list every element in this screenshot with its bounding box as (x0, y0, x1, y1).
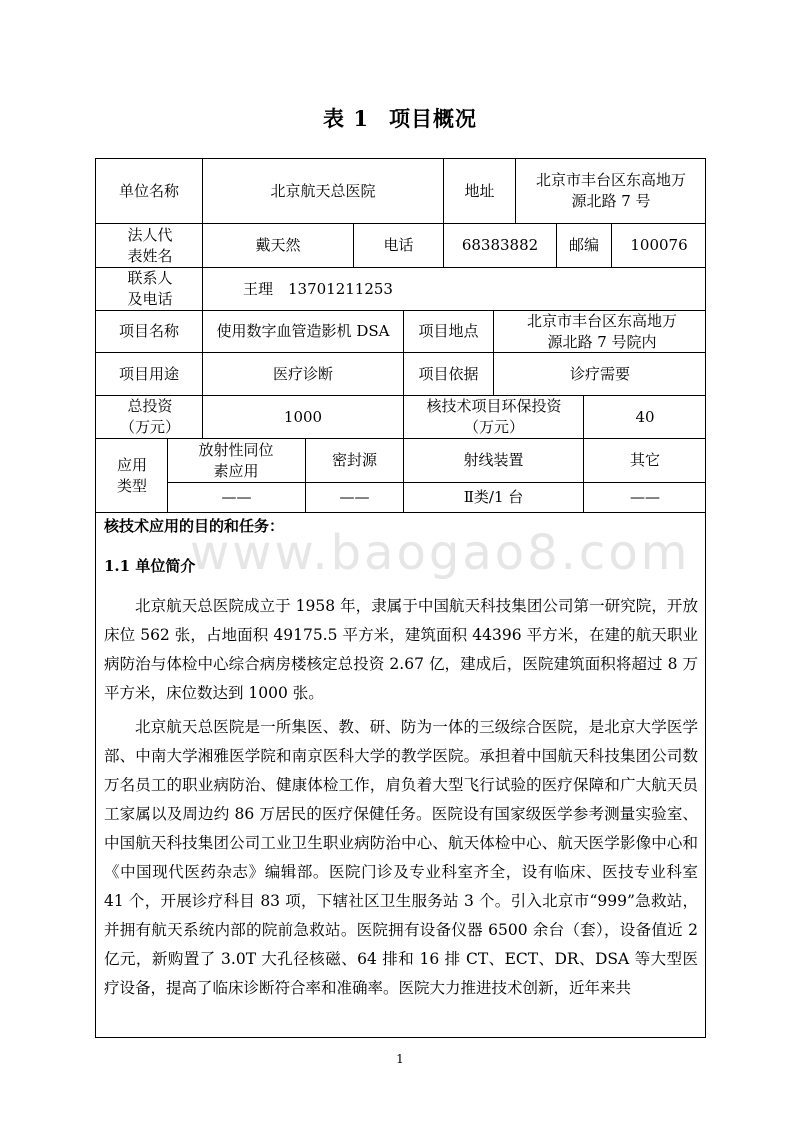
section-heading: 核技术应用的目的和任务： (104, 517, 285, 535)
unit-name-label: 单位名称 (118, 181, 179, 200)
total-investment-label: 总投资（万元） (119, 397, 180, 436)
application-value-isotope: —— (221, 488, 252, 506)
env-investment-label: 核技术项目环保投资（万元） (426, 397, 562, 436)
contact-label: 联系人及电话 (127, 269, 173, 308)
project-basis-value: 诊疗需要 (569, 364, 630, 383)
application-header-ray-device: 射线装置 (463, 451, 524, 469)
unit-name-value: 北京航天总医院 (270, 181, 376, 200)
row-divider (95, 512, 706, 513)
paragraph-2: 北京航天总医院是一所集医、教、研、防为一体的三级综合医院，是北京大学医学部、中南大学湘雅医学院和南京医科大学的教学医院。承担着中国航天科技集团公司数万名员工的职业病防治、健康体检工作，肩负着大型飞行试验的医疗保障和广大航天员工家属以及周边约 86 万居民的医疗保健任务。医院设有国家级医学参考测量实验室、中国航天科技集团公司工业卫生职业病防治中心、航天体检中心、航天医学影像中心和《中国现代医药杂志》编辑部。医院门诊及专业科室齐全，设有临床、医技专业科室 41 个，开展诊疗科目 83 项，下辖社区卫生服务站 3 个。引入北京市“999”急救站，并拥有航天系统内部的院前急救站。医院拥有设备仪器 6500 余台（套），设备值近 2 亿元，新购置了 3.0T 大孔径核磁、64 排和 16 排 CT、ECT、DR、DSA 等大型医疗设备，提高了临床诊断符合率和准确率。医院大力推进技术创新，近年来共 (104, 718, 698, 997)
application-value-sealed-source: —— (339, 488, 370, 506)
application-header-isotope: 放射性同位素应用 (198, 440, 274, 480)
project-name-value: 使用数字血管造影机 DSA (216, 322, 390, 340)
column-divider (403, 395, 404, 438)
project-purpose-value: 医疗诊断 (272, 364, 333, 383)
column-divider (515, 158, 516, 223)
legal-representative-label: 法人代表姓名 (127, 225, 173, 265)
project-purpose-label: 项目用途 (118, 364, 179, 383)
address-value: 北京市丰台区东高地万源北路 7 号 (535, 171, 686, 210)
paragraph-1: 北京航天总医院成立于 1958 年，隶属于中国航天科技集团公司第一研究院，开放床位 562 张，占地面积 49175.5 平方米，建筑面积 44396 平方米，在建的航天职业病防治与体检中心综合病房楼核定总投资 2.67 亿，建成后，医院建筑面积将超过 8 万平方米，床位数达到 1000 张。 (104, 597, 698, 702)
zip-value: 100076 (630, 236, 688, 254)
phone-value: 68383882 (461, 236, 539, 254)
project-basis-label: 项目依据 (418, 364, 479, 383)
application-type-label: 应用类型 (116, 455, 147, 495)
application-header-other: 其它 (629, 451, 660, 469)
phone-label: 电话 (383, 236, 414, 254)
total-investment-value: 1000 (283, 407, 323, 426)
page-title (0, 103, 800, 133)
application-value-other: —— (630, 488, 660, 506)
legal-representative-value: 戴天然 (255, 236, 301, 254)
application-value-ray-device: Ⅱ类/1 台 (463, 488, 524, 506)
project-name-label: 项目名称 (118, 322, 179, 340)
contact-value: 王理 13701211253 (243, 279, 393, 298)
table-title: 项目概况 (388, 106, 477, 131)
table-number: 表 1 (323, 106, 369, 131)
watermark: www.baogao8.com (190, 525, 691, 581)
project-site-value: 北京市丰台区东高地万源北路 7 号院内 (526, 311, 677, 351)
env-investment-value: 40 (635, 407, 655, 426)
subsection-heading: 1.1 单位简介 (104, 557, 196, 575)
column-divider (202, 267, 203, 310)
application-header-sealed-source: 密封源 (331, 451, 377, 469)
column-divider (493, 310, 494, 352)
address-label: 地址 (464, 181, 495, 200)
zip-label: 邮编 (568, 236, 599, 254)
project-site-label: 项目地点 (418, 322, 479, 340)
page-number: 1 (396, 1052, 404, 1066)
